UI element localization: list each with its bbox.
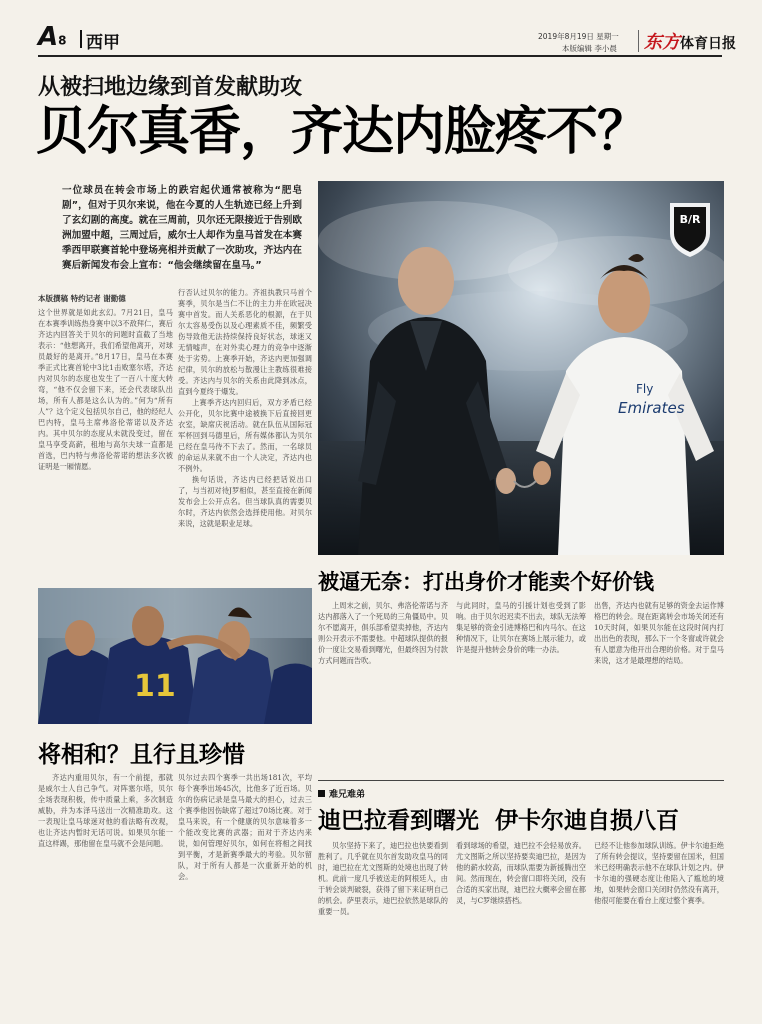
- body-column-2-part-c: 换句话说，齐达内已经把话说出口了，与当初对待J罗相似，甚至直接在新闻发布会上公开点名。但当球队真的需要贝尔时，齐达内依然会选择使用他。对贝尔来说，这就是职业足球。: [178, 475, 312, 528]
- bottom-section-rule: [318, 780, 724, 781]
- main-photo-zidane-bale: [318, 181, 724, 555]
- celebration-photo-illustration: [38, 588, 312, 724]
- byline: 本版撰稿 特约记者 谢勤德: [38, 294, 126, 303]
- bottom-tag: [318, 787, 365, 800]
- paper-logo-rest: 体育日报: [680, 36, 736, 52]
- page-letter: A: [38, 22, 59, 52]
- right-section-col-c: 出售，齐达内也就有足够的资金去运作博格巴的转会。现在距离转会市场关闭还有10天时间，如果贝尔能在这段时间内打出出色的表现，那么下一个冬窗或许就会有人愿意为他开出合理的价格。对于皇马来说，这才是最理想的结局。: [594, 601, 724, 665]
- jersey-brand: Fly: [636, 382, 654, 396]
- body-column-2-part-a: 行否认过贝尔的能力。齐祖执教只马首个赛季，贝尔是当仁不让的主力并在欧冠决赛中首发。而人关系恶化的根源，在于贝尔太容易受伤以及心理素质不佳，频繁受伤导致他无法持续保持良好状态，球迷又无情嘘声，在对外卖心理力的竞争中逐渐处于劣势。上赛季开始，齐达内更加强调纪律，贝尔的放松与散漫让主教练很难接受。齐达内与贝尔的关系由此降到冰点，直到今夏终于爆发。: [178, 288, 312, 396]
- bottom-section-col-b: 看到球场的希望，迪巴拉不会轻易放弃。尤文图斯之所以坚持要卖迪巴拉，是因为他的薪水较高，而球队需要为新援腾出空间。然而现在，转会窗口即将关闭，没有合适的买家出现，迪巴拉大概率会留在都灵，与C罗继续搭档。: [456, 841, 586, 905]
- section-title-right: 被逼无奈：打出身价才能卖个好价钱: [318, 569, 654, 594]
- celebration-photo: [38, 588, 312, 724]
- right-section-col-b: 与此同时，皇马的引援计划也受到了影响。由于贝尔迟迟卖不出去，球队无法筹集足够的资金引进博格巴和内马尔。在这种情况下，让贝尔在赛场上展示能力，或许是提升他转会身价的唯一办法。: [456, 601, 586, 654]
- section-title-bottom: 迪巴拉看到曙光 伊卡尔迪自损八百: [318, 807, 680, 834]
- section-name: 西甲: [86, 33, 120, 53]
- masthead-editors: 本版编辑 李小晨: [562, 44, 617, 53]
- page-number: 8: [58, 33, 67, 48]
- svg-text:11: 11: [134, 669, 176, 704]
- main-photo-illustration: [318, 181, 724, 555]
- body-column-2: [178, 287, 312, 577]
- bottom-tag-label: 难兄难弟: [329, 790, 366, 800]
- lead-paragraph: 一位球员在转会市场上的跌宕起伏通常被称为“肥皂剧”，但对于贝尔来说，他在今夏的人生轨迹已经上升到了玄幻剧的高度。就在三周前，贝尔还无限接近于告别欧洲加盟中超，三周过后，威尔士人却作为皇马首发在本赛季西甲联赛首轮中登场亮相并贡献了一次助攻，齐达内在赛后新闻发布会上宣布：“他会继续留在皇马。”: [62, 185, 302, 271]
- bottom-section-col-c: 已经不让他参加球队训练。伊卡尔迪拒绝了所有转会提议，坚持要留在国米，但国米已经明确表示他不在球队计划之内。伊卡尔迪的强硬态度让他陷入了尴尬的境地，如果转会窗口关闭时仍然没有离开，他很可能要在看台上度过整个赛季。: [594, 841, 724, 905]
- masthead-date: 2019年8月19日 星期一: [538, 32, 619, 41]
- masthead-rule: [38, 55, 722, 57]
- headline-main: 贝尔真香，齐达内脸疼不？: [36, 101, 649, 162]
- masthead-divider-2: [638, 30, 639, 52]
- crest-text: B/R: [679, 213, 701, 226]
- bottom-section-col-a: 贝尔坚持下来了，迪巴拉也快要看到胜利了。几乎就在贝尔首发助攻皇马的同时，迪巴拉在尤文图斯的处境也出现了转机。此前一度几乎被送走的阿根廷人，由于转会谈判破裂，获得了留下来证明自己的机会。萨里表示，迪巴拉依然是球队的重要一员。: [318, 841, 448, 916]
- right-section-col-a: 上周末之前，贝尔、弗洛伦蒂诺与齐达内都落入了一个死局的三角僵局中。贝尔不愿离开，俱乐部希望卖掉他，齐达内则公开表示不需要他。中超球队提供的报价一度让交易看到曙光，但最终因为付款方式问题而告吹。: [318, 601, 448, 665]
- section-divider: [80, 30, 82, 48]
- paper-logo: [644, 28, 736, 54]
- left-section-col-b: 贝尔过去四个赛季一共出场181次，平均每个赛季出场45次，比他多了近百场。贝尔的伤病记录是皇马最大的担心，过去三个赛季他因伤缺席了超过70场比赛。对于皇马来说，有一个健康的贝尔意味着多一个能改变比赛的武器；而对于齐达内来说，如何管理好贝尔，如何在将相之间找到平衡，才是新赛季最大的考验。贝尔留队，对于所有人都是一次重新开始的机会。: [178, 773, 312, 881]
- body-column-1: 这个世界就是如此玄幻。7月21日，皇马在本赛季训练热身赛中以3不敌拜仁，赛后齐达内回答关于贝尔的问题时直截了当地表示：“他想离开，我们希望他离开，对球员最好的是离开。”8月17日，皇马在本赛季正式比赛首轮中3比1击败塞尔塔，齐达内对贝尔的态度也发生了一百八十度大转弯，“他不仅会留下来，还会代表球队出场，所有人都是这么认为的。”何为“所有人”？这个定义包括贝尔自己，他的经纪人巴内特，皇马主席弗洛伦蒂诺以及齐达内。其中贝尔的态度从未就没变过，留在皇马享受高薪，租地与高尔夫球一直都是首选，巴内特与弗洛伦蒂诺的想法多次被证明是一厢情愿。: [38, 308, 173, 471]
- jersey-sponsor: Emirates: [618, 399, 685, 417]
- headline-kicker: 从被扫地边缘到首发献助攻: [38, 75, 303, 100]
- left-section-col-a: 齐达内重用贝尔，有一个前提，那就是威尔士人自己争气。对阵塞尔塔，贝尔全场表现积极，传中质量上乘，多次制造威胁，并为本泽马送出一次精准助攻。这一表现让皇马球迷对他的看法略有改观，也让齐达内暂时无话可说。如果贝尔能一直这样踢，那他留在皇马就不会是问题。: [38, 773, 173, 848]
- paper-logo-brand: 东方: [644, 32, 680, 53]
- section-title-left: 将相和？且行且珍惜: [38, 741, 245, 768]
- body-column-2-part-b: 上赛季齐达内回归后，双方矛盾已经公开化，贝尔比赛中途被换下后直接回更衣室，缺席庆祝活动。就在队伍从国际冠军杯回到马德里后，所有媒体都认为贝尔已经在皇马待不下去了。然而，一名球员的命运从来就不由一个人决定，齐达内也不例外。: [178, 398, 312, 473]
- tag-square-icon: [318, 790, 325, 797]
